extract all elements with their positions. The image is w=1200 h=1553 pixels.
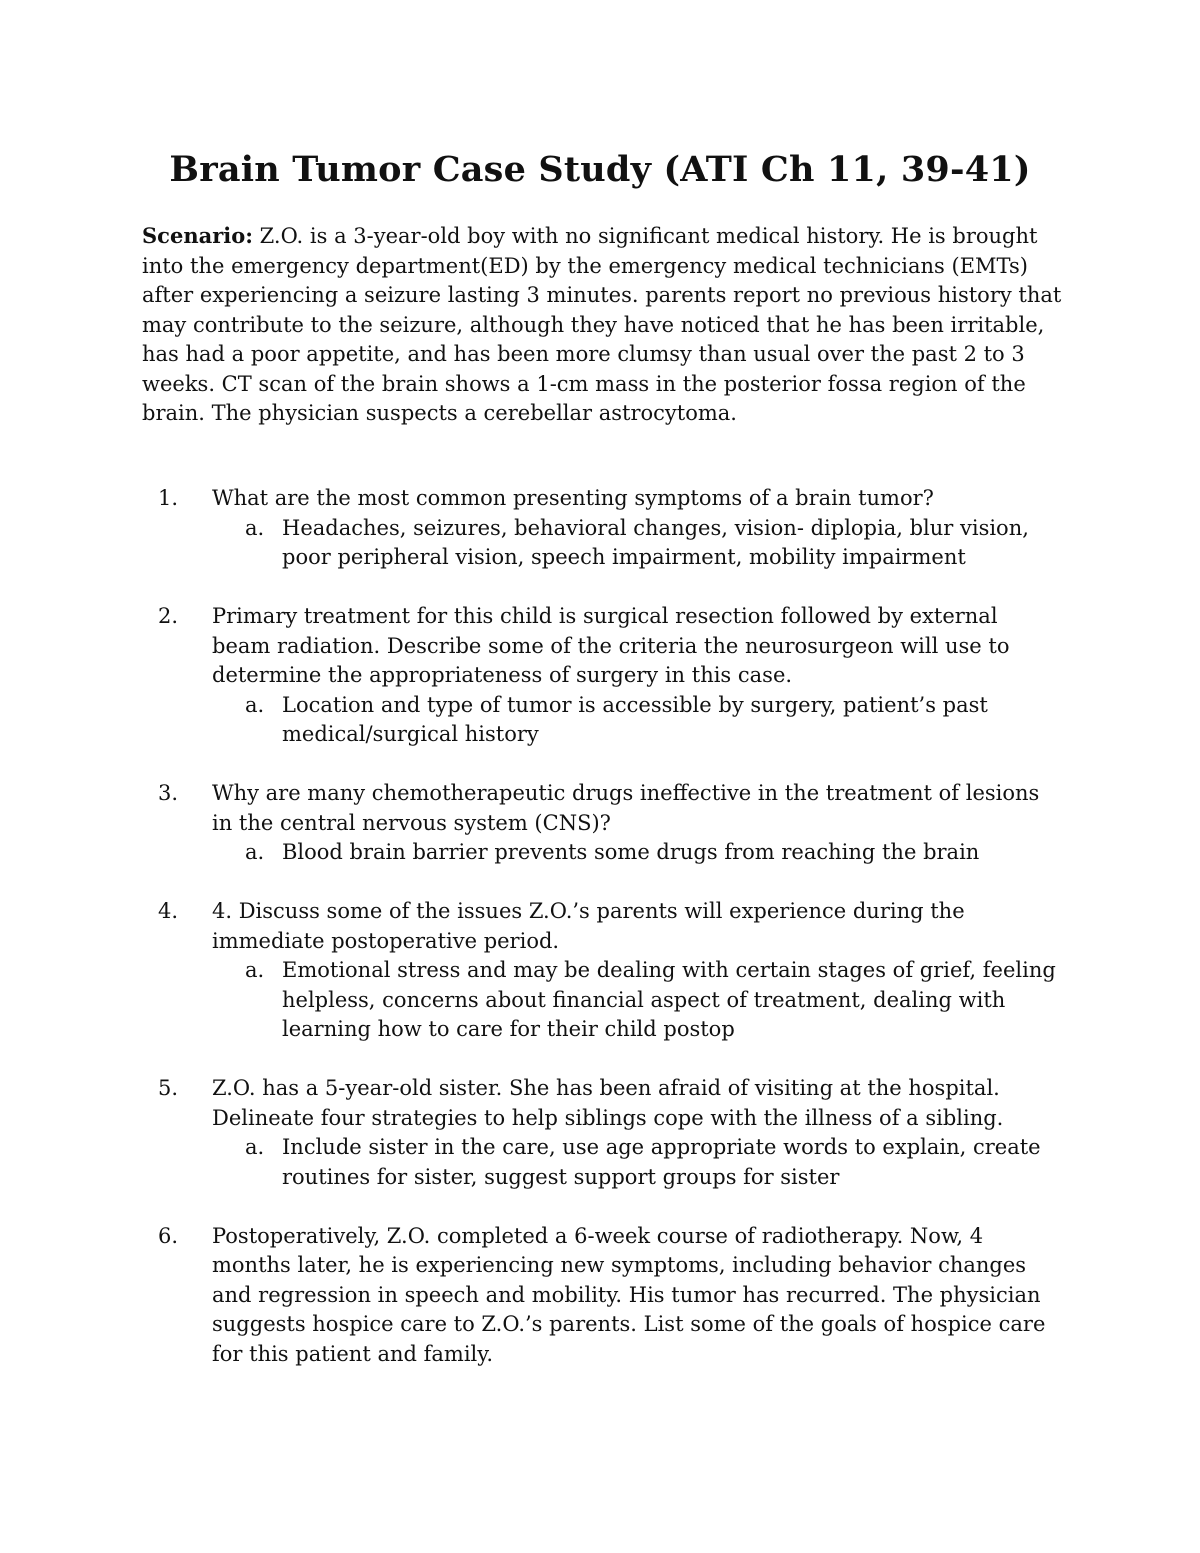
answer-item xyxy=(212,1133,1062,1192)
answer-item xyxy=(212,514,1062,573)
scenario-label: Scenario: xyxy=(142,223,253,248)
answer-letter: a. xyxy=(245,692,265,717)
question-number: 2. xyxy=(158,604,179,628)
question-text: 4. Discuss some of the issues Z.O.’s parents will experience during the immediate postoperative period. xyxy=(212,899,965,953)
answer-text: Headaches, seizures, behavioral changes, vision- diplopia, blur vision, poor peripheral vision, speech impairment, mobility impairment xyxy=(282,515,1029,569)
answer-letter: a. xyxy=(245,1135,265,1159)
question-number: 6. xyxy=(158,1223,179,1248)
answer-item xyxy=(212,956,1062,1045)
question-item-1 xyxy=(142,484,1062,573)
answer-letter: a. xyxy=(245,958,265,982)
question-text: What are the most common presenting symptoms of a brain tumor? xyxy=(212,486,934,510)
answer-text: Location and type of tumor is accessible by surgery, patient’s past medical/surgical history xyxy=(282,692,988,746)
scenario-text: Z.O. is a 3-year-old boy with no significant medical history. He is brought into the emergency department(ED) by the emergency medical technicians (EMTs) after experiencing a seizure lasting 3 minutes. parents report no previous history that may contribute to the seizure, although they have noticed that he has been irritable, has had a poor appetite, and has been more clumsy than usual over the past 2 to 3 weeks. CT scan of the brain shows a 1-cm mass in the posterior fossa region of the brain. The physician suspects a cerebellar astrocytoma. xyxy=(142,224,1062,425)
question-text: Postoperatively, Z.O. completed a 6-week course of radiotherapy. Now, 4 months later, he is experiencing new symptoms, including behavior changes and regression in speech and mobility. His tumor has recurred. The physician suggests hospice care to Z.O.’s parents. List some of the goals of hospice care for this patient and family. xyxy=(212,1223,1046,1366)
question-item-3 xyxy=(142,779,1062,868)
answer-text: Blood brain barrier prevents some drugs from reaching the brain xyxy=(282,840,980,864)
question-item-6 xyxy=(142,1222,1062,1370)
question-item-4 xyxy=(142,897,1062,1045)
question-number: 1. xyxy=(158,486,179,510)
answer-letter: a. xyxy=(245,840,265,864)
answer-text: Emotional stress and may be dealing with certain stages of grief, feeling helpless, concerns about financial aspect of treatment, dealing with learning how to care for their child postop xyxy=(282,958,1056,1041)
question-list xyxy=(142,484,1062,1399)
question-text: Why are many chemotherapeutic drugs ineffective in the treatment of lesions in the central nervous system (CNS)? xyxy=(212,781,1040,835)
question-number: 3. xyxy=(158,781,179,805)
answer-item xyxy=(212,691,1062,750)
answer-text: Include sister in the care, use age appropriate words to explain, create routines for sister, suggest support groups for sister xyxy=(282,1135,1041,1189)
scenario-paragraph xyxy=(142,221,1062,429)
question-item-5 xyxy=(142,1074,1062,1192)
question-text: Z.O. has a 5-year-old sister. She has been afraid of visiting at the hospital. Delineate four strategies to help siblings cope with the illness of a sibling. xyxy=(212,1076,1004,1130)
question-number: 4. xyxy=(158,899,179,923)
question-number: 5. xyxy=(158,1076,179,1100)
answer-item xyxy=(212,838,1062,868)
question-text: Primary treatment for this child is surgical resection followed by external beam radiation. Describe some of the criteria the neurosurgeon will use to determine the appropriateness of surgery in this case. xyxy=(212,604,1010,687)
document-title: Brain Tumor Case Study (ATI Ch 11, 39-41) xyxy=(169,149,1031,190)
question-item-2 xyxy=(142,602,1062,750)
answer-letter: a. xyxy=(245,515,265,540)
